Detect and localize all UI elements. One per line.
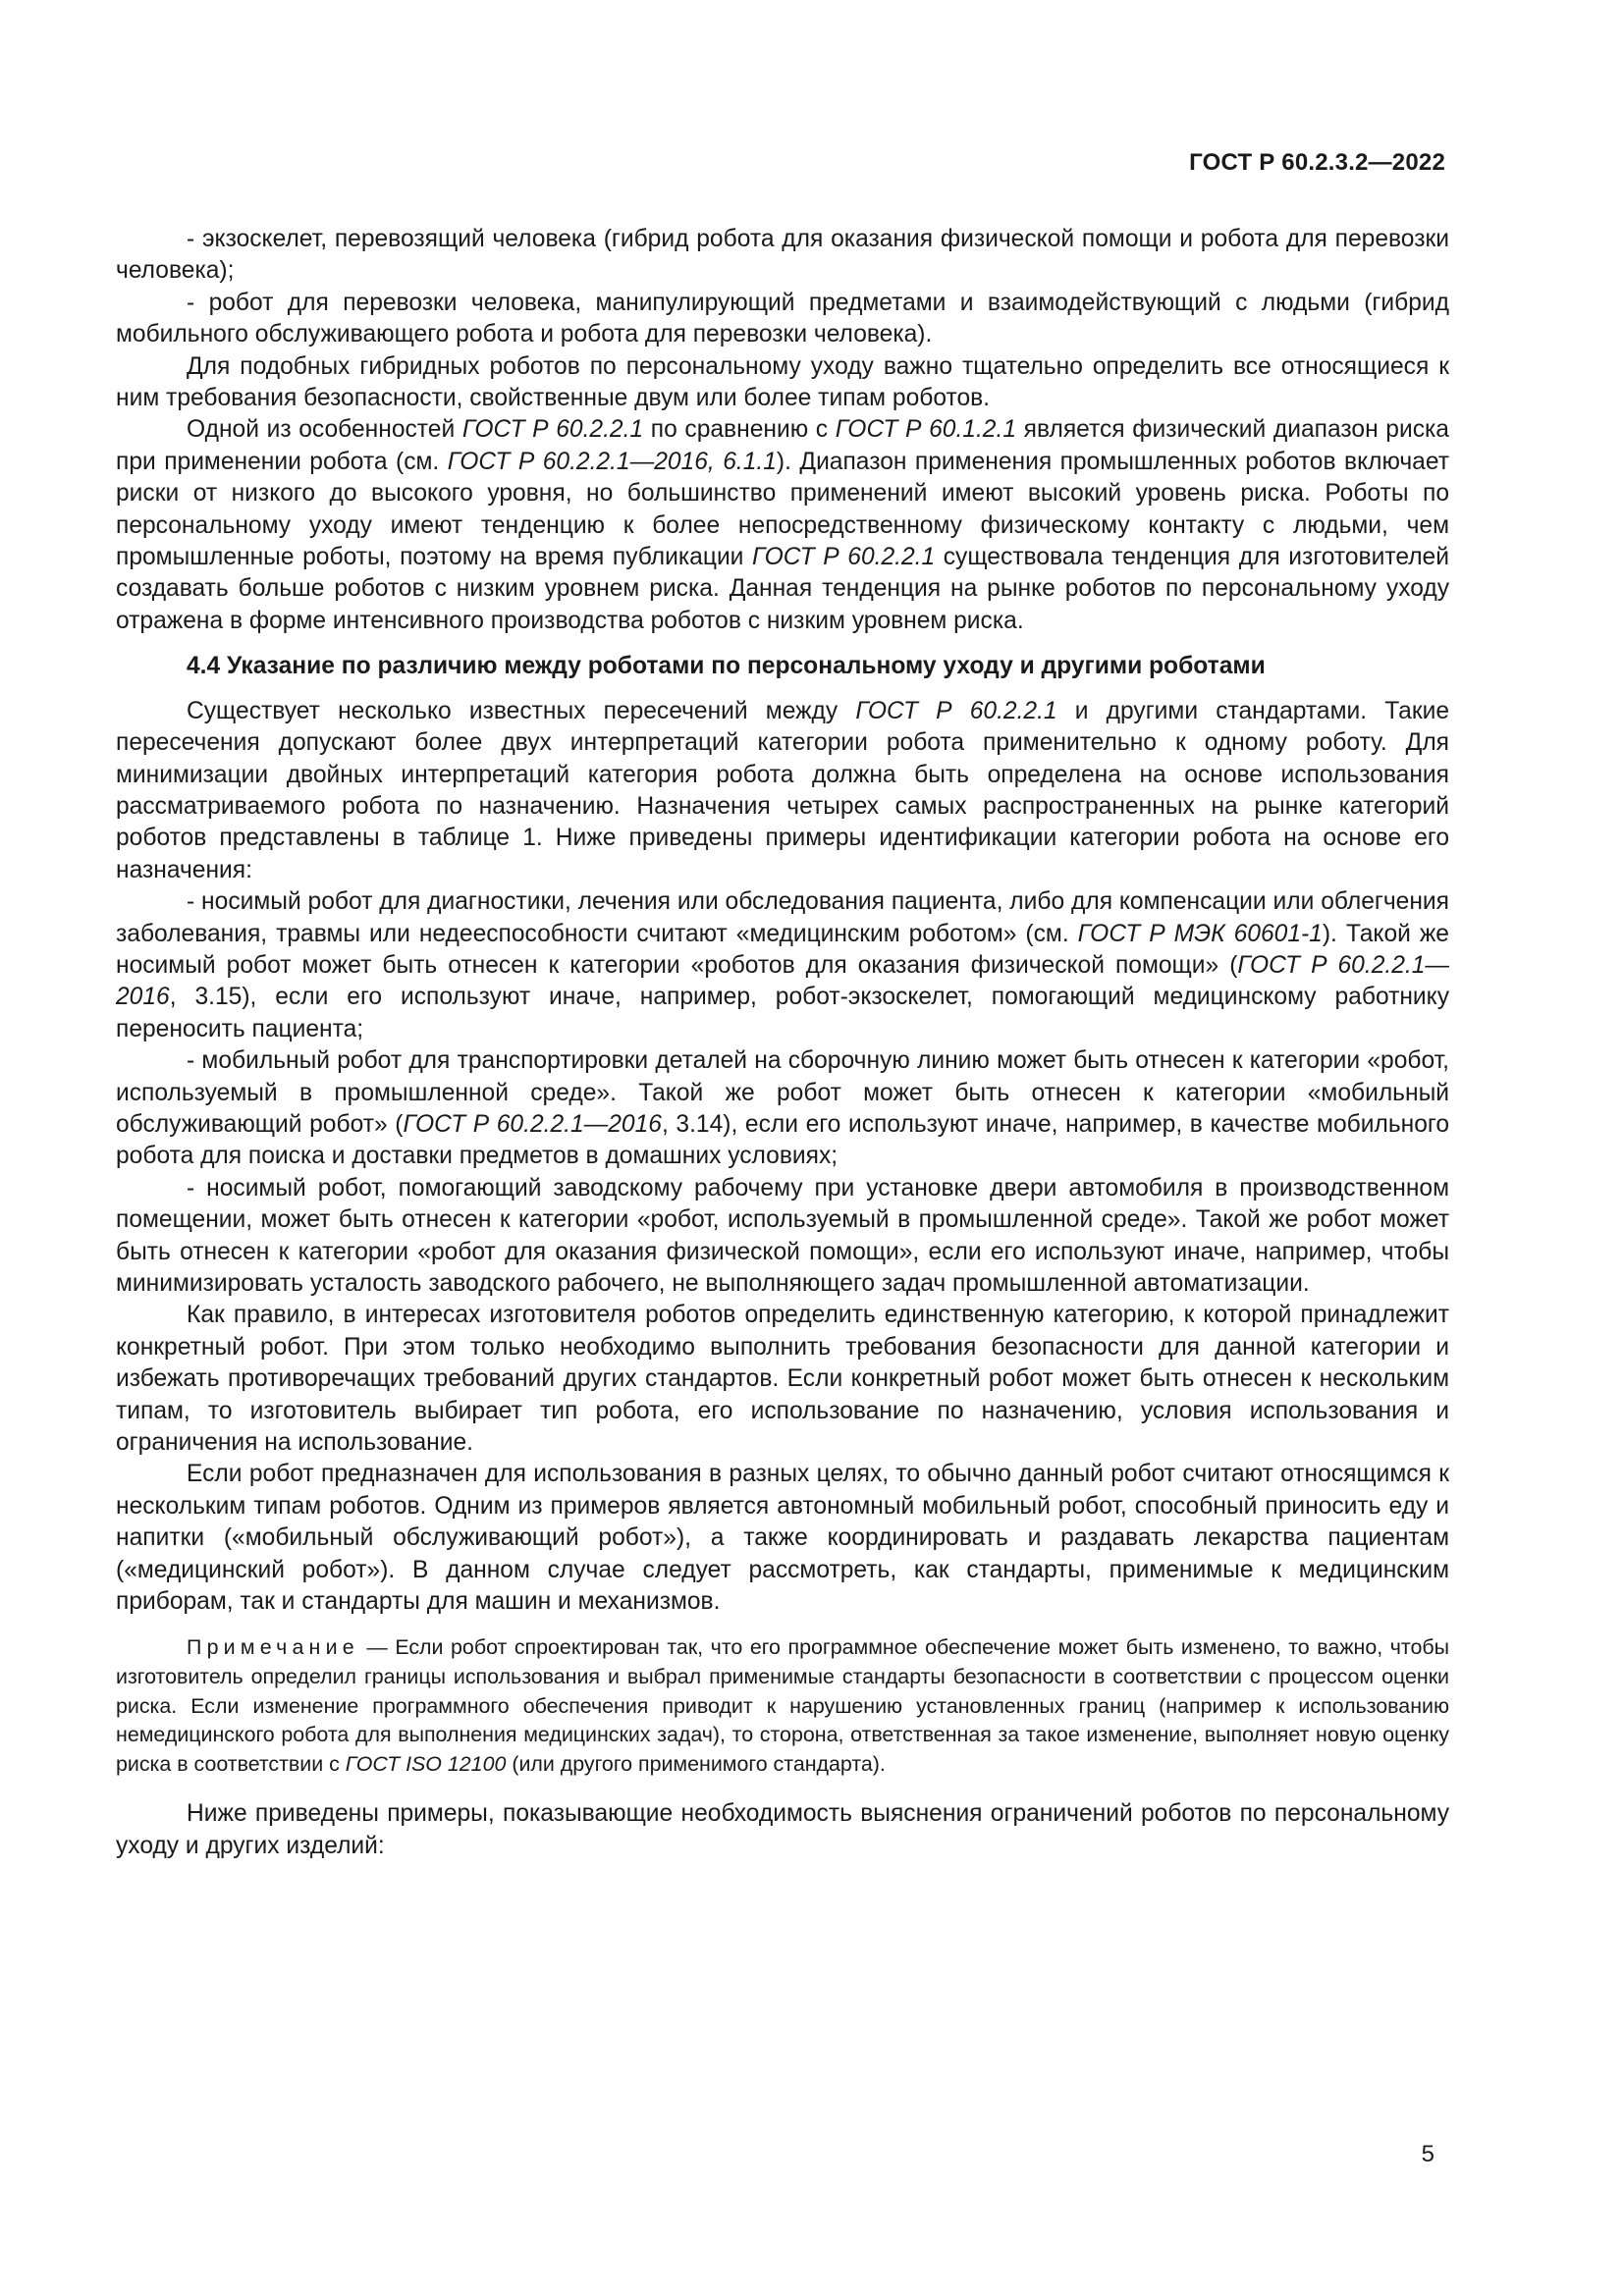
paragraph-list-item: - экзоскелет, перевозящий человека (гибрид робота для оказания физической помощи и робота для перевозки человека);	[116, 226, 1449, 285]
document-code-header: ГОСТ Р 60.2.3.2—2022	[1189, 149, 1445, 176]
page-number: 5	[1421, 2141, 1435, 2167]
standard-reference: ГОСТ Р 60.2.2.1	[855, 697, 1057, 724]
paragraph: Одной из особенностей ГОСТ Р 60.2.2.1 по сравнению с ГОСТ Р 60.1.2.1 является физический диапазон риска при применении робота (см. ГОСТ Р 60.2.2.1—2016, 6.1.1). Диапазон применения промышленных роботов включает риски от низкого до высокого уровня, но большинство применений имеют высокий уровень риска. Роботы по персональному уходу имеют тенденцию к более непосредственному физическому контакту с людьми, чем промышленные роботы, поэтому на время публикации ГОСТ Р 60.2.2.1 существовала тенденция для изготовителей создавать больше роботов с низким уровнем риска. Данная тенденция на рынке роботов по персональному уходу отражена в форме интенсивного производства роботов с низким уровнем риска.	[116, 416, 1449, 634]
paragraph-list-item: - носимый робот для диагностики, лечения или обследования пациента, либо для компенсации или облегчения заболевания, травмы или недееспособности считают «медицинским роботом» (см. ГОСТ Р МЭК 60601-1). Такой же носимый робот может быть отнесен к категории «роботов для оказания физической помощи» (ГОСТ Р 60.2.2.1—2016, 3.15), если его используют иначе, например, робот-экзоскелет, помогающий медицинскому работнику переносить пациента;	[116, 888, 1449, 1042]
paragraph: Если робот предназначен для использования в разных целях, то обычно данный робот считают относящимся к нескольким типам роботов. Одним из примеров является автономный мобильный робот, способный приносить еду и напитки («мобильный обслуживающий робот»), а также координировать и раздавать лекарства пациентам («медицинский робот»). В данном случае следует рассмотреть, как стандарты, применимые к медицинским приборам, так и стандарты для машин и механизмов.	[116, 1461, 1449, 1616]
paragraph: Для подобных гибридных роботов по персональному уходу важно тщательно определить все относящиеся к ним требования безопасности, свойственные двум или более типам роботов.	[116, 352, 1449, 412]
paragraph-list-item: - робот для перевозки человека, манипулирующий предметами и взаимодействующий с людьми (гибрид мобильного обслуживающего робота и робота для перевозки человека).	[116, 289, 1449, 348]
document-body	[116, 224, 1449, 1862]
standard-reference: ГОСТ Р 60.1.2.1	[835, 416, 1016, 444]
standard-reference: ГОСТ Р МЭК 60601-1	[1077, 920, 1323, 947]
paragraph-list-item: - мобильный робот для транспортировки деталей на сборочную линию может быть отнесен к категории «робот, используемый в промышленной среде». Такой же робот может быть отнесен к категории «мобильный обслуживающий робот» (ГОСТ Р 60.2.2.1—2016, 3.14), если его используют иначе, например, в качестве мобильного робота для поиска и доставки предметов в домашних условиях;	[116, 1047, 1449, 1170]
paragraph: Как правило, в интересах изготовителя роботов определить единственную категорию, к которой принадлежит конкретный робот. При этом только необходимо выполнить требования безопасности для данной категории и избежать противоречащих требований других стандартов. Если конкретный робот может быть отнесен к нескольким типам, то изготовитель выбирает тип робота, его использование по назначению, условия использования и ограничения на использование.	[116, 1302, 1449, 1457]
standard-reference: ГОСТ Р 60.2.2.1—2016	[403, 1110, 662, 1138]
standard-reference: ГОСТ Р 60.2.2.1—2016	[116, 951, 1449, 1011]
standard-reference: ГОСТ Р 60.2.2.1—2016, 6.1.1	[447, 448, 777, 475]
section-heading: 4.4 Указание по различию между роботами по персональному уходу и другими роботами	[187, 653, 1266, 680]
note-label: Примечание	[187, 1635, 359, 1660]
standard-reference: ГОСТ Р 60.2.2.1	[752, 544, 936, 571]
standard-reference: ГОСТ ISO 12100	[345, 1751, 507, 1776]
standard-reference: ГОСТ Р 60.2.2.1	[461, 416, 644, 444]
paragraph-list-item: - носимый робот, помогающий заводскому рабочему при установке двери автомобиля в производственном помещении, может быть отнесен к категории «робот, используемый в промышленной среде». Такой же робот может быть отнесен к категории «робот для оказания физической помощи», если его используют иначе, например, чтобы минимизировать усталость заводского рабочего, не выполняющего задач промышленной автоматизации.	[116, 1174, 1449, 1297]
note: Примечание — Если робот спроектирован так, что его программное обеспечение может быть изменено, то важно, чтобы изготовитель определил границы использования и выбрал применимые стандарты безопасности в соответствии с процессом оценки риска. Если изменение программного обеспечения приводит к нарушению установленных границ (например к использованию немедицинского робота для выполнения медицинских задач), то сторона, ответственная за такое изменение, выполняет новую оценку риска в соответствии с ГОСТ ISO 12100 (или другого применимого стандарта).	[116, 1635, 1449, 1776]
paragraph: Ниже приведены примеры, показывающие необходимость выяснения ограничений роботов по персональному уходу и других изделий:	[116, 1800, 1449, 1859]
paragraph: Существует несколько известных пересечений между ГОСТ Р 60.2.2.1 и другими стандартами. Такие пересечения допускают более двух интерпретаций категории робота применительно к одному роботу. Для минимизации двойных интерпретаций категория робота должна быть определена на основе использования рассматриваемого робота по назначению. Назначения четырех самых распространенных на рынке категорий роботов представлены в таблице 1. Ниже приведены примеры идентификации категории робота на основе его назначения:	[116, 697, 1449, 883]
